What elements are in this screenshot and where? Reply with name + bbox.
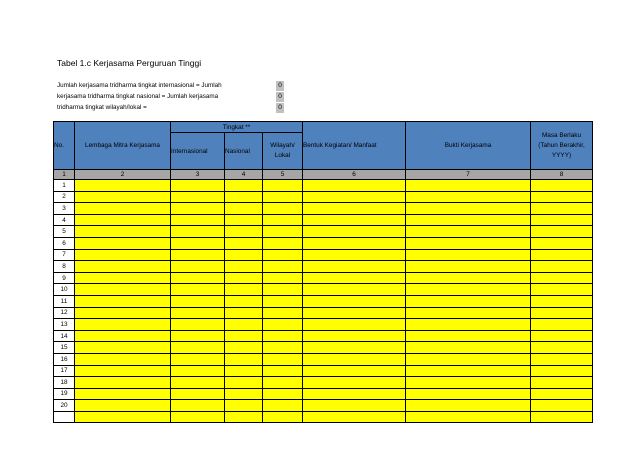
column-number: 6 [303, 170, 406, 180]
input-cell[interactable] [303, 203, 406, 215]
input-cell[interactable] [531, 307, 593, 319]
input-cell[interactable] [225, 330, 263, 342]
input-cell[interactable] [263, 388, 303, 400]
row-number: 1 [54, 180, 75, 192]
input-cell[interactable] [531, 411, 593, 423]
input-cell[interactable] [303, 249, 406, 261]
input-cell[interactable] [75, 203, 171, 215]
input-cell[interactable] [303, 411, 406, 423]
row-number: 8 [54, 261, 75, 273]
header-regional [263, 133, 303, 170]
input-cell[interactable] [406, 226, 531, 238]
input-cell[interactable] [303, 353, 406, 365]
header-regional-line-2: Lokal [274, 152, 291, 159]
column-number: 1 [54, 170, 75, 180]
input-cell[interactable] [406, 365, 531, 377]
input-cell[interactable] [263, 180, 303, 192]
input-cell[interactable] [531, 249, 593, 261]
header-validity [531, 122, 593, 170]
input-cell[interactable] [171, 226, 225, 238]
input-cell[interactable] [263, 261, 303, 273]
input-cell[interactable] [406, 295, 531, 307]
summary-line-1: Jumlah kerjasama tridharma tingkat internasional = Jumlah [57, 82, 222, 89]
header-no: No. [54, 122, 75, 170]
input-cell[interactable] [531, 284, 593, 296]
input-cell[interactable] [171, 191, 225, 203]
input-cell[interactable] [531, 330, 593, 342]
input-cell[interactable] [171, 249, 225, 261]
input-cell[interactable] [303, 388, 406, 400]
summary-value-3[interactable]: 0 [276, 103, 284, 113]
row-number: 16 [54, 353, 75, 365]
input-cell[interactable] [75, 319, 171, 331]
input-cell[interactable] [225, 353, 263, 365]
input-cell[interactable] [75, 284, 171, 296]
table-row [54, 214, 593, 226]
row-number: 20 [54, 400, 75, 412]
row-number: 3 [54, 203, 75, 215]
input-cell[interactable] [406, 400, 531, 412]
input-cell[interactable] [531, 388, 593, 400]
table-row [54, 353, 593, 365]
input-cell[interactable] [531, 295, 593, 307]
input-cell[interactable] [263, 237, 303, 249]
table-row [54, 411, 593, 423]
summary-line-3: tridharma tingkat wilayah/lokal = [57, 104, 147, 111]
input-cell[interactable] [171, 272, 225, 284]
input-cell[interactable] [406, 214, 531, 226]
header-validity-line-1: Masa Berlaku [541, 131, 582, 139]
table-row [54, 319, 593, 331]
row-number: 13 [54, 319, 75, 331]
table-title: Tabel 1.c Kerjasama Perguruan Tinggi [57, 58, 202, 68]
input-cell[interactable] [75, 365, 171, 377]
input-cell[interactable] [225, 261, 263, 273]
input-cell[interactable] [171, 411, 225, 423]
input-cell[interactable] [263, 365, 303, 377]
input-cell[interactable] [75, 400, 171, 412]
header-regional-line-1: Wilayah/ [270, 142, 295, 149]
row-number: 11 [54, 295, 75, 307]
input-cell[interactable] [225, 237, 263, 249]
row-number: 10 [54, 284, 75, 296]
input-cell[interactable] [263, 295, 303, 307]
input-cell[interactable] [171, 295, 225, 307]
input-cell[interactable] [225, 342, 263, 354]
input-cell[interactable] [225, 319, 263, 331]
column-number: 5 [263, 170, 303, 180]
table-row [54, 342, 593, 354]
input-cell[interactable] [531, 319, 593, 331]
input-cell[interactable] [225, 400, 263, 412]
input-cell[interactable] [406, 237, 531, 249]
input-cell[interactable] [406, 388, 531, 400]
input-cell[interactable] [263, 330, 303, 342]
table-row [54, 388, 593, 400]
input-cell[interactable] [225, 249, 263, 261]
header-international: Internasional [171, 133, 225, 170]
input-cell[interactable] [303, 261, 406, 273]
row-number: 5 [54, 226, 75, 238]
input-cell[interactable] [225, 214, 263, 226]
header-level-group: Tingkat ** [171, 122, 303, 133]
input-cell[interactable] [263, 214, 303, 226]
table-row [54, 365, 593, 377]
input-cell[interactable] [406, 180, 531, 192]
table-row [54, 400, 593, 412]
input-cell[interactable] [171, 377, 225, 389]
input-cell[interactable] [171, 307, 225, 319]
input-cell[interactable] [75, 237, 171, 249]
column-number: 8 [531, 170, 593, 180]
input-cell[interactable] [406, 203, 531, 215]
input-cell[interactable] [531, 272, 593, 284]
cooperation-table [53, 121, 593, 423]
input-cell[interactable] [75, 249, 171, 261]
input-cell[interactable] [406, 307, 531, 319]
input-cell[interactable] [225, 284, 263, 296]
input-cell[interactable] [531, 191, 593, 203]
row-number: 7 [54, 249, 75, 261]
input-cell[interactable] [225, 388, 263, 400]
input-cell[interactable] [171, 284, 225, 296]
input-cell[interactable] [75, 180, 171, 192]
row-number: 18 [54, 377, 75, 389]
input-cell[interactable] [75, 411, 171, 423]
input-cell[interactable] [225, 272, 263, 284]
input-cell[interactable] [303, 272, 406, 284]
input-cell[interactable] [75, 191, 171, 203]
input-cell[interactable] [263, 377, 303, 389]
header-partner: Lembaga Mitra Kerjasama [75, 122, 171, 170]
input-cell[interactable] [171, 342, 225, 354]
input-cell[interactable] [531, 226, 593, 238]
input-cell[interactable] [406, 272, 531, 284]
table-row [54, 261, 593, 273]
column-number: 3 [171, 170, 225, 180]
row-number [54, 411, 75, 423]
input-cell[interactable] [263, 191, 303, 203]
input-cell[interactable] [263, 400, 303, 412]
header-activity: Bentuk Kegiatan/ Manfaat [303, 122, 406, 170]
input-cell[interactable] [225, 295, 263, 307]
table-row [54, 249, 593, 261]
row-number: 12 [54, 307, 75, 319]
input-cell[interactable] [531, 377, 593, 389]
summary-line-2: kerjasama tridharma tingkat nasional = Jumlah kerjasama [57, 93, 219, 100]
input-cell[interactable] [406, 377, 531, 389]
input-cell[interactable] [406, 284, 531, 296]
row-number: 15 [54, 342, 75, 354]
input-cell[interactable] [303, 330, 406, 342]
input-cell[interactable] [406, 330, 531, 342]
input-cell[interactable] [303, 319, 406, 331]
row-number: 2 [54, 191, 75, 203]
input-cell[interactable] [303, 295, 406, 307]
row-number: 19 [54, 388, 75, 400]
input-cell[interactable] [171, 203, 225, 215]
input-cell[interactable] [303, 400, 406, 412]
input-cell[interactable] [303, 180, 406, 192]
input-cell[interactable] [531, 237, 593, 249]
header-national: Nasional [225, 133, 263, 170]
column-number: 4 [225, 170, 263, 180]
input-cell[interactable] [531, 214, 593, 226]
input-cell[interactable] [225, 377, 263, 389]
input-cell[interactable] [75, 353, 171, 365]
input-cell[interactable] [406, 411, 531, 423]
input-cell[interactable] [263, 226, 303, 238]
input-cell[interactable] [531, 365, 593, 377]
row-number: 9 [54, 272, 75, 284]
table-row [54, 237, 593, 249]
input-cell[interactable] [406, 319, 531, 331]
input-cell[interactable] [303, 237, 406, 249]
row-number: 14 [54, 330, 75, 342]
table-row [54, 307, 593, 319]
input-cell[interactable] [75, 226, 171, 238]
input-cell[interactable] [406, 342, 531, 354]
row-number: 4 [54, 214, 75, 226]
input-cell[interactable] [171, 214, 225, 226]
input-cell[interactable] [171, 330, 225, 342]
input-cell[interactable] [406, 191, 531, 203]
summary-value-1[interactable]: 0 [276, 81, 284, 91]
input-cell[interactable] [171, 353, 225, 365]
input-cell[interactable] [75, 388, 171, 400]
input-cell[interactable] [263, 203, 303, 215]
header-validity-line-2: (Tahun Berakhir, [538, 141, 585, 149]
table-row [54, 180, 593, 192]
input-cell[interactable] [171, 261, 225, 273]
input-cell[interactable] [263, 307, 303, 319]
input-cell[interactable] [75, 295, 171, 307]
table-row [54, 191, 593, 203]
input-cell[interactable] [225, 365, 263, 377]
column-number-row [54, 170, 593, 180]
input-cell[interactable] [171, 400, 225, 412]
input-cell[interactable] [225, 203, 263, 215]
input-cell[interactable] [225, 411, 263, 423]
input-cell[interactable] [303, 307, 406, 319]
input-cell[interactable] [263, 272, 303, 284]
input-cell[interactable] [531, 261, 593, 273]
input-cell[interactable] [531, 353, 593, 365]
input-cell[interactable] [531, 180, 593, 192]
input-cell[interactable] [263, 249, 303, 261]
input-cell[interactable] [263, 411, 303, 423]
column-number: 2 [75, 170, 171, 180]
input-cell[interactable] [171, 388, 225, 400]
input-cell[interactable] [303, 226, 406, 238]
table-row [54, 377, 593, 389]
input-cell[interactable] [263, 319, 303, 331]
input-cell[interactable] [75, 272, 171, 284]
input-cell[interactable] [303, 377, 406, 389]
input-cell[interactable] [171, 365, 225, 377]
header-evidence: Bukti Kerjasama [406, 122, 531, 170]
input-cell[interactable] [171, 319, 225, 331]
table-row [54, 295, 593, 307]
input-cell[interactable] [225, 226, 263, 238]
input-cell[interactable] [406, 249, 531, 261]
input-cell[interactable] [263, 353, 303, 365]
summary-value-2[interactable]: 0 [276, 92, 284, 102]
input-cell[interactable] [303, 191, 406, 203]
input-cell[interactable] [303, 342, 406, 354]
table-row [54, 203, 593, 215]
table-row [54, 226, 593, 238]
input-cell[interactable] [303, 365, 406, 377]
table-row [54, 330, 593, 342]
column-number: 7 [406, 170, 531, 180]
input-cell[interactable] [225, 307, 263, 319]
table-row [54, 272, 593, 284]
input-cell[interactable] [406, 261, 531, 273]
input-cell[interactable] [75, 342, 171, 354]
row-number: 17 [54, 365, 75, 377]
input-cell[interactable] [75, 377, 171, 389]
input-cell[interactable] [263, 342, 303, 354]
table-row [54, 284, 593, 296]
input-cell[interactable] [225, 180, 263, 192]
input-cell[interactable] [75, 330, 171, 342]
input-cell[interactable] [303, 214, 406, 226]
input-cell[interactable] [531, 400, 593, 412]
input-cell[interactable] [171, 237, 225, 249]
input-cell[interactable] [75, 261, 171, 273]
row-number: 6 [54, 237, 75, 249]
input-cell[interactable] [531, 342, 593, 354]
header-validity-line-3: YYYY) [551, 151, 572, 159]
input-cell[interactable] [531, 203, 593, 215]
input-cell[interactable] [171, 180, 225, 192]
input-cell[interactable] [75, 214, 171, 226]
input-cell[interactable] [406, 353, 531, 365]
input-cell[interactable] [263, 284, 303, 296]
input-cell[interactable] [225, 191, 263, 203]
input-cell[interactable] [75, 307, 171, 319]
input-cell[interactable] [303, 284, 406, 296]
